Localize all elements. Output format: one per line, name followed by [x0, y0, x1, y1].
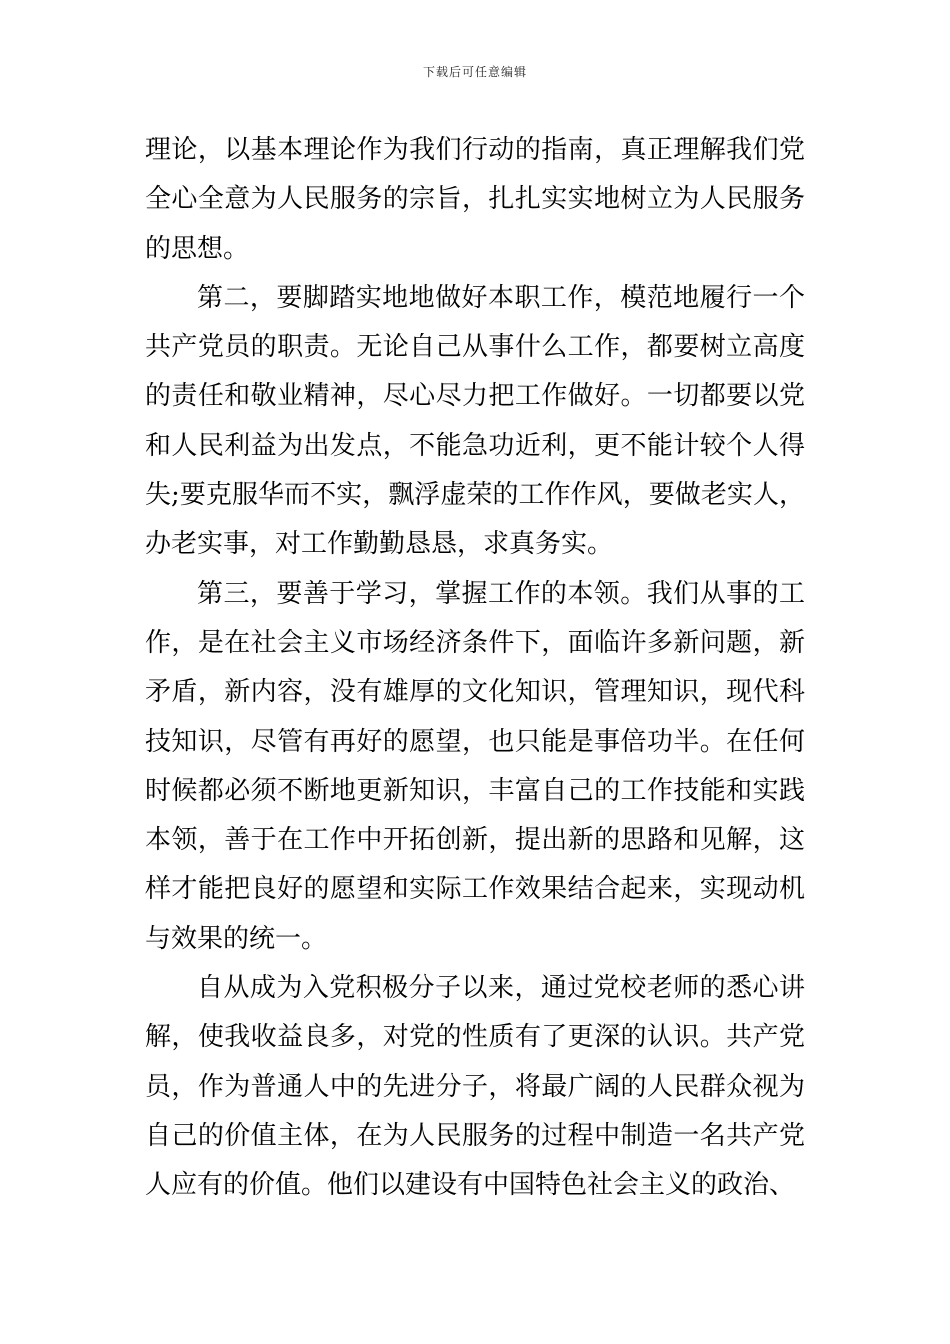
paragraph-1: 理论，以基本理论作为我们行动的指南，真正理解我们党全心全意为人民服务的宗旨，扎扎实实地树立为人民服务的思想。: [145, 135, 805, 264]
paragraph-4: 自从成为入党积极分子以来，通过党校老师的悉心讲解，使我收益良多，对党的性质有了更深的认识。共产党员，作为普通人中的先进分子，将最广阔的人民群众视为自己的价值主体，在为人民服务的过程中制造一名共产党人应有的价值。他们以建设有中国特色社会主义的政治、: [145, 973, 805, 1201]
paragraph-3: 第三，要善于学习，掌握工作的本领。我们从事的工作，是在社会主义市场经济条件下，面临许多新问题，新矛盾，新内容，没有雄厚的文化知识，管理知识，现代科技知识，尽管有再好的愿望，也只能是事倍功半。在任何时候都必须不断地更新知识，丰富自己的工作技能和实践本领，善于在工作中开拓创新，提出新的思路和见解，这样才能把良好的愿望和实际工作效果结合起来，实现动机与效果的统一。: [145, 578, 805, 954]
document-body: [145, 126, 805, 1211]
page-header: 下载后可任意编辑: [422, 65, 527, 79]
paragraph-2: 第二，要脚踏实地地做好本职工作，模范地履行一个共产党员的职责。无论自己从事什么工作，都要树立高度的责任和敬业精神，尽心尽力把工作做好。一切都要以党和人民利益为出发点，不能急功近利，更不能计较个人得失;要克服华而不实，飘浮虚荣的工作作风，要做老实人，办老实事，对工作勤勤恳恳，求真务实。: [145, 282, 805, 560]
